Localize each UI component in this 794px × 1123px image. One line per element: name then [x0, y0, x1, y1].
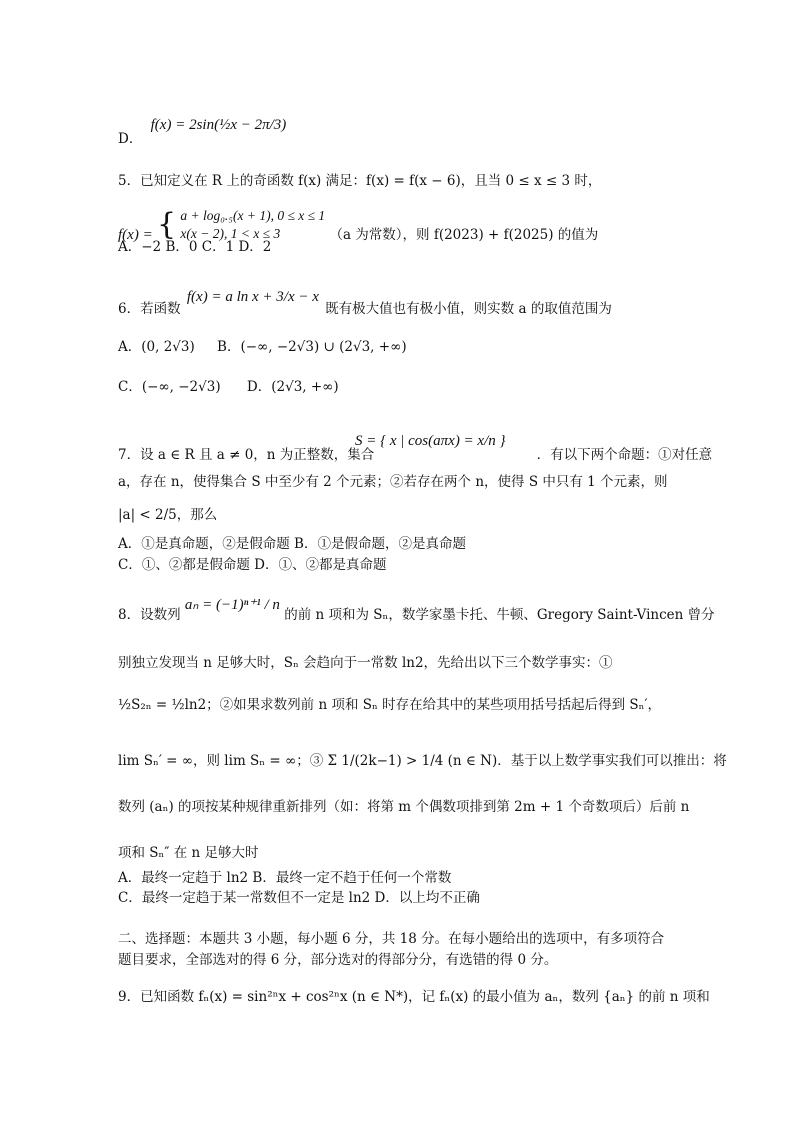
q6-stem — [118, 289, 612, 318]
q8-line3: ½S₂ₙ = ½ln2；②如果求数列前 n 项和 Sₙ 时存在给其中的某些项用括号括起后得到 Sₙ′， — [118, 697, 662, 713]
q5-options: A．−2 B．0 C．1 D．2 — [118, 239, 272, 255]
q7-line2: a，存在 n，使得集合 S 中至少有 2 个元素；②若存在两个 n，使得 S 中只有 1 个元素，则 — [118, 474, 668, 490]
q8-options-2: C．最终一定趋于某一常数但不一定是 ln2 D．以上均不正确 — [118, 890, 480, 906]
section2-line1: 二、选择题：本题共 3 小题，每小题 6 分，共 18 分。在每小题给出的选项中，有多项符合 — [118, 931, 665, 947]
q5-stem-line1: 5．已知定义在 R 上的奇函数 f(x) 满足：f(x) = f(x − 6)，且当 0 ≤ x ≤ 3 时， — [118, 173, 602, 189]
q8-line1 — [118, 597, 715, 624]
q8-line2: 别独立发现当 n 足够大时，Sₙ 会趋向于一常数 ln2，先给出以下三个数学事实：① — [118, 655, 613, 671]
q6-option-d: D．(2√3, +∞) — [246, 379, 339, 395]
q7-options-2: C．①、②都是假命题 D．①、②都是真命题 — [118, 557, 387, 573]
q9-line1: 9．已知函数 fₙ(x) = sin²ⁿx + cos²ⁿx (n ∈ N*)，记 fₙ(x) 的最小值为 aₙ，数列 {aₙ} 的前 n 项和 — [118, 989, 710, 1005]
q8-line1-post: 的前 n 项和为 Sₙ，数学家墨卡托、牛顿、Gregory Saint-Vincen 曾分 — [284, 607, 715, 623]
q7-line1-text: 7．设 a ∈ R 且 a ≠ 0，n 为正整数，集合 — [118, 447, 375, 463]
q5-f-prefix: f(x) = — [118, 226, 153, 243]
q8-formula: aₙ = (−1)ⁿ⁺¹ / n — [184, 597, 280, 613]
q7-line1-tail: ．有以下两个命题：①对任意 — [536, 447, 713, 463]
q7-line3: |a| < 2/5，那么 — [118, 507, 218, 523]
q6-stem-post: 既有极大值也有极小值，则实数 a 的取值范围为 — [325, 301, 612, 317]
q5-brace: { — [156, 207, 177, 242]
q6-option-b: B．(−∞, −2√3) ∪ (2√3, +∞) — [217, 339, 407, 355]
q5-piece2: x(x − 2), 1 < x ≤ 3 — [180, 226, 281, 241]
q6-stem-pre: 6．若函数 — [118, 301, 181, 317]
q8-line4: lim Sₙ′ = ∞，则 lim Sₙ = ∞；③ Σ 1/(2k−1) > 1/4 (n ∈ N)．基于以上数学事实我们可以推出：将 — [118, 753, 727, 769]
q6-option-c: C．(−∞, −2√3) — [118, 379, 221, 395]
q6-formula: f(x) = a ln x + 3/x − x — [186, 289, 319, 305]
q4-d-label: D． — [118, 131, 143, 147]
q6-options-ab — [118, 338, 407, 356]
q8-line1-pre: 8．设数列 — [118, 607, 181, 623]
q7-line1 — [118, 446, 712, 464]
section2-line2: 题目要求，全部选对的得 6 分，部分选对的得部分分，有选错的得 0 分。 — [118, 952, 558, 968]
q4-d-formula: f(x) = 2sin(½x − 2π/3) — [150, 117, 287, 133]
q6-option-a: A．(0, 2√3) — [118, 339, 195, 355]
q7-options-1: A．①是真命题，②是假命题 B．①是假命题，②是真命题 — [118, 536, 466, 552]
q7-set-formula: S = { x | cos(aπx) = x/n } — [355, 433, 506, 449]
q6-options-cd — [118, 378, 339, 396]
q8-line6: 项和 Sₙ″ 在 n 足够大时 — [118, 845, 259, 861]
q5-line2-tail: （a 为常数），则 f(2023) + f(2025) 的值为 — [329, 226, 599, 243]
q8-options-1: A．最终一定趋于 ln2 B．最终一定不趋于任何一个常数 — [118, 870, 452, 886]
q4-option-d — [118, 116, 287, 147]
q5-piece1: a + log₀.₅(x + 1), 0 ≤ x ≤ 1 — [180, 208, 326, 223]
q8-line5: 数列 (aₙ) 的项按某种规律重新排列（如：将第 m 个偶数项排到第 2m + 1 个奇数项后）后前 n — [118, 799, 690, 815]
